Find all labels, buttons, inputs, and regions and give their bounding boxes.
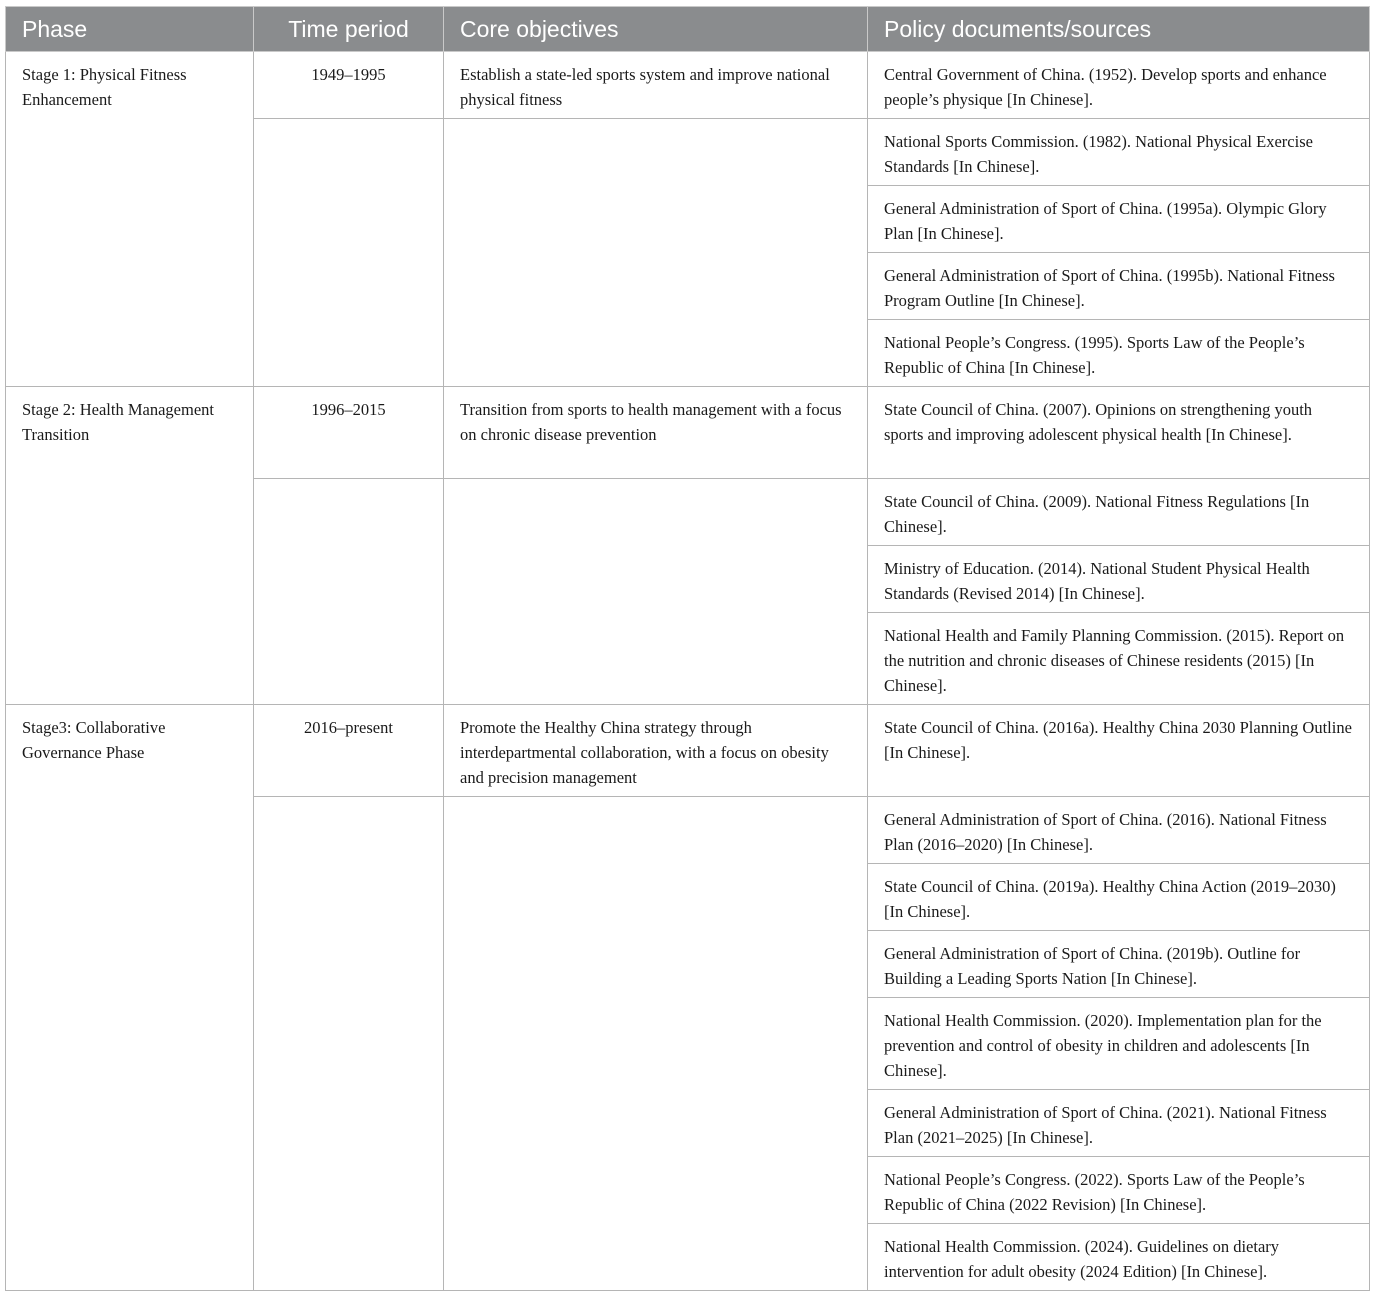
policy-doc-cell: General Administration of Sport of China. (1995b). National Fitness Program Outline [In Chinese]. [868,253,1370,320]
header-phase: Phase [6,7,254,52]
empty-objective-cell [444,119,868,387]
empty-objective-cell [444,479,868,705]
policy-doc-cell: State Council of China. (2009). National Fitness Regulations [In Chinese]. [868,479,1370,546]
header-row [6,7,1370,52]
policy-table [5,6,1370,1291]
policy-doc-cell: National People’s Congress. (1995). Sports Law of the People’s Republic of China [In Chinese]. [868,320,1370,387]
phase-cell: Stage 1: Physical Fitness Enhancement [6,52,254,387]
policy-doc-cell: General Administration of Sport of China. (2016). National Fitness Plan (2016–2020) [In Chinese]. [868,797,1370,864]
policy-doc-cell: National Sports Commission. (1982). National Physical Exercise Standards [In Chinese]. [868,119,1370,186]
empty-objective-cell [444,797,868,1291]
policy-doc-cell: National People’s Congress. (2022). Sports Law of the People’s Republic of China (2022 Revision) [In Chinese]. [868,1157,1370,1224]
policy-doc-cell: Central Government of China. (1952). Develop sports and enhance people’s physique [In Chinese]. [868,52,1370,119]
policy-doc-cell: State Council of China. (2019a). Healthy China Action (2019–2030) [In Chinese]. [868,864,1370,931]
header-policy-documents: Policy documents/sources [868,7,1370,52]
phase-cell: Stage 2: Health Management Transition [6,387,254,705]
policy-doc-cell: General Administration of Sport of China. (2019b). Outline for Building a Leading Sports Nation [In Chinese]. [868,931,1370,998]
table-row [6,387,1370,479]
policy-doc-cell: State Council of China. (2007). Opinions on strengthening youth sports and improving adolescent physical health [In Chinese]. [868,387,1370,479]
empty-time-cell [254,479,444,705]
time-period-cell: 2016–present [254,705,444,797]
time-period-cell: 1996–2015 [254,387,444,479]
policy-doc-cell: National Health Commission. (2020). Implementation plan for the prevention and control of obesity in children and adolescents [In Chinese]. [868,998,1370,1090]
objective-cell: Transition from sports to health management with a focus on chronic disease prevention [444,387,868,479]
phase-cell: Stage3: Collaborative Governance Phase [6,705,254,1291]
policy-doc-cell: General Administration of Sport of China. (2021). National Fitness Plan (2021–2025) [In Chinese]. [868,1090,1370,1157]
policy-doc-cell: Ministry of Education. (2014). National Student Physical Health Standards (Revised 2014) [In Chinese]. [868,546,1370,613]
empty-time-cell [254,119,444,387]
table-row [6,705,1370,797]
table-row [6,52,1370,119]
header-time-period: Time period [254,7,444,52]
objective-cell: Establish a state-led sports system and improve national physical fitness [444,52,868,119]
policy-doc-cell: National Health Commission. (2024). Guidelines on dietary intervention for adult obesity (2024 Edition) [In Chinese]. [868,1224,1370,1291]
empty-time-cell [254,797,444,1291]
time-period-cell: 1949–1995 [254,52,444,119]
policy-doc-cell: State Council of China. (2016a). Healthy China 2030 Planning Outline [In Chinese]. [868,705,1370,797]
policy-doc-cell: National Health and Family Planning Commission. (2015). Report on the nutrition and chronic diseases of Chinese residents (2015) [In Chinese]. [868,613,1370,705]
objective-cell: Promote the Healthy China strategy through interdepartmental collaboration, with a focus on obesity and precision management [444,705,868,797]
policy-doc-cell: General Administration of Sport of China. (1995a). Olympic Glory Plan [In Chinese]. [868,186,1370,253]
header-core-objectives: Core objectives [444,7,868,52]
